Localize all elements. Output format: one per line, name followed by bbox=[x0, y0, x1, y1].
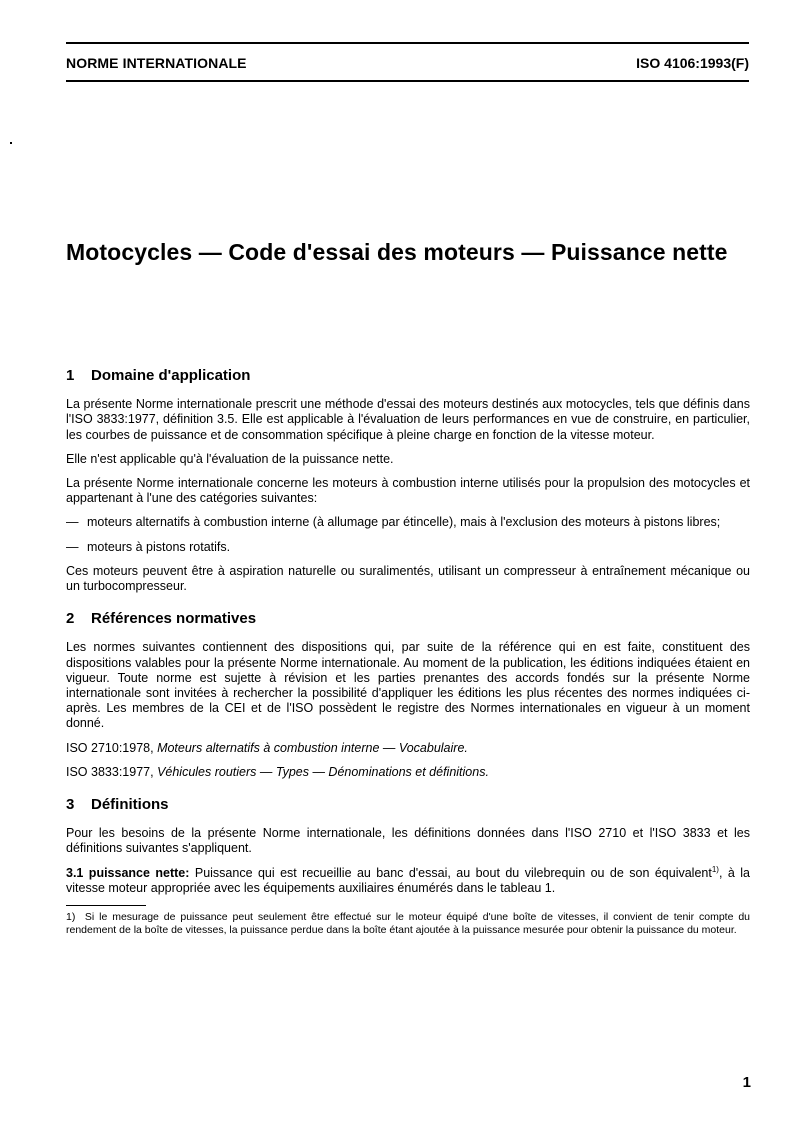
normative-reference bbox=[66, 765, 750, 780]
definition bbox=[66, 866, 750, 896]
footnote-mark: 1) bbox=[66, 911, 76, 924]
section-title: Définitions bbox=[91, 796, 169, 814]
definition-text: , à la vitesse moteur appropriée avec les équipements auxiliaires énumérés dans le tableau 1. bbox=[66, 865, 750, 895]
footnote-rule bbox=[66, 905, 146, 906]
paragraph: La présente Norme internationale prescrit une méthode d'essai des moteurs destinés aux motocycles, tels que définis dans l'ISO 3833:1977, définition 3.5. Elle est applicable à l'évaluation de leurs performances en vue de construire, en particulier, les courbes de puissance et de consommation spécifique à pleine charge en fonction de la vitesse moteur. bbox=[66, 397, 750, 442]
page-number: 1 bbox=[742, 1074, 751, 1091]
scan-speck bbox=[10, 142, 12, 144]
definition-term: 3.1 puissance nette: bbox=[66, 865, 190, 880]
section-title: Domaine d'application bbox=[91, 367, 251, 384]
section-1-heading bbox=[66, 368, 750, 383]
section-title: Références normatives bbox=[91, 610, 257, 628]
footnote-ref: 1) bbox=[711, 864, 719, 874]
normative-reference bbox=[66, 741, 750, 756]
paragraph: La présente Norme internationale concerne les moteurs à combustion interne utilisés pour la propulsion des motocycles et appartenant à l'une des catégories suivantes: bbox=[66, 476, 750, 506]
paragraph: Ces moteurs peuvent être à aspiration naturelle ou suralimentés, utilisant un compresseur à entraînement mécanique ou un turbocompresseur. bbox=[66, 563, 750, 594]
dash-bullet: — bbox=[66, 515, 79, 530]
footnote bbox=[66, 911, 750, 936]
paragraph: Elle n'est applicable qu'à l'évaluation de la puissance nette. bbox=[66, 451, 394, 466]
section-3-heading bbox=[66, 797, 750, 812]
body-content bbox=[66, 368, 750, 936]
header-rule bbox=[66, 80, 749, 82]
definition-text: Puissance qui est recueillie au banc d'essai, au bout du vilebrequin ou de son équivalent bbox=[194, 865, 712, 880]
section-number: 3 bbox=[66, 796, 75, 814]
section-2-heading bbox=[66, 611, 750, 626]
dash-bullet: — bbox=[66, 539, 79, 554]
reference-title: Moteurs alternatifs à combustion interne — Vocabulaire. bbox=[157, 740, 468, 755]
paragraph: Pour les besoins de la présente Norme internationale, les définitions données dans l'ISO 2710 et l'ISO 3833 et les définitions suivantes s'appliquent. bbox=[66, 826, 750, 856]
reference-code: ISO 3833:1977, bbox=[66, 764, 154, 779]
document-title: Motocycles — Code d'essai des moteurs — Puissance nette bbox=[66, 239, 728, 265]
list-item bbox=[66, 540, 750, 555]
header-right: ISO 4106:1993(F) bbox=[636, 55, 749, 71]
header-left: NORME INTERNATIONALE bbox=[66, 55, 247, 71]
list-item bbox=[66, 515, 750, 530]
top-rule bbox=[66, 42, 749, 44]
list-item-text: moteurs à pistons rotatifs. bbox=[87, 539, 231, 554]
section-number: 1 bbox=[66, 367, 75, 384]
reference-title: Véhicules routiers — Types — Dénominations et définitions. bbox=[157, 764, 489, 779]
list-item-text: moteurs alternatifs à combustion interne (à allumage par étincelle), mais à l'exclusion des moteurs à pistons libres; bbox=[87, 515, 721, 530]
footnote-text: Si le mesurage de puissance peut seulement être effectué sur le moteur équipé d'une boîte de vitesses, il convient de tenir compte du rendement de la boîte de vitesses, la puissance perdue dans la boîte étant ajoutée à la puissance mesurée pour obtenir la puissance du moteur. bbox=[66, 911, 751, 936]
reference-code: ISO 2710:1978, bbox=[66, 740, 154, 755]
paragraph: Les normes suivantes contiennent des dispositions qui, par suite de la référence qui en est faite, constituent des dispositions valables pour la présente Norme internationale. Au moment de la publication, les éditions indiquées étaient en vigueur. Toute norme est sujette à révision et les parties prenantes des accords fondés sur la présente Norme internationale sont invitées à rechercher la possibilité d'appliquer les éditions les plus récentes des normes indiquées ci-après. Les membres de la CEI et de l'ISO possèdent le registre des Normes internationales en vigueur à un moment donné. bbox=[66, 640, 750, 731]
section-number: 2 bbox=[66, 610, 75, 628]
